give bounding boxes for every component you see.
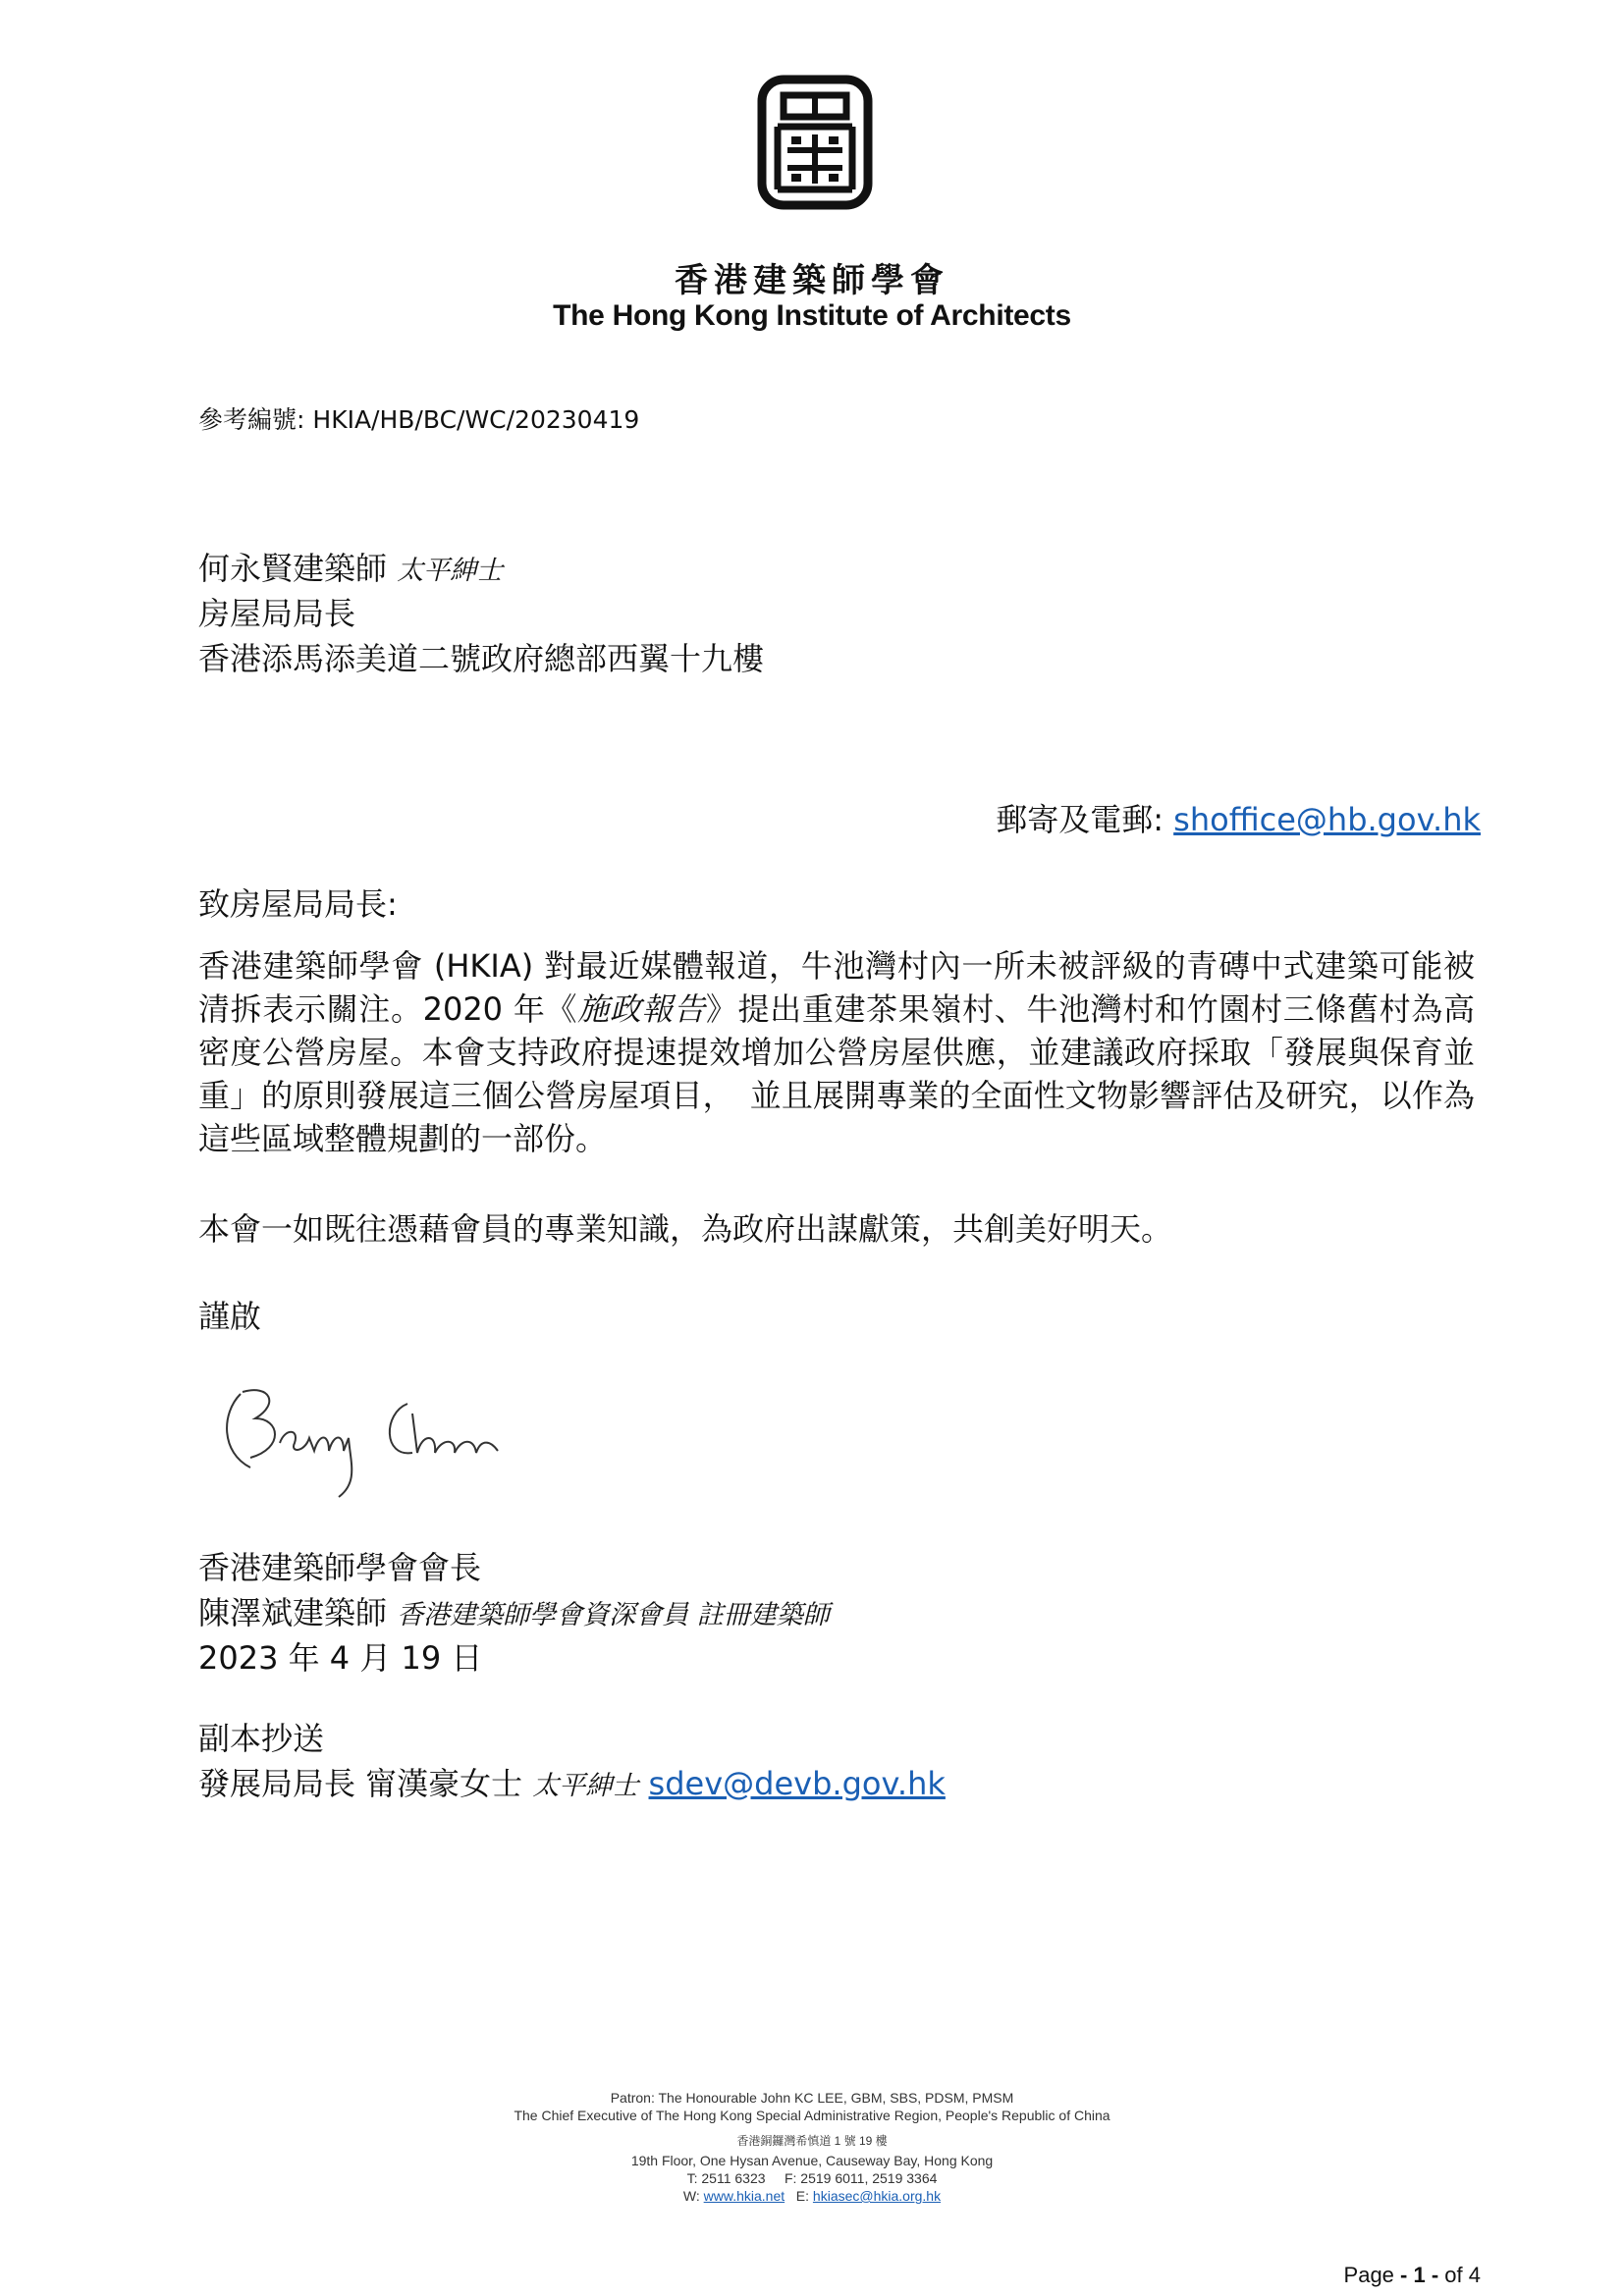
sender-credentials: 香港建築師學會資深會員 註冊建築師 (397, 1600, 830, 1630)
sender-name-line (198, 1588, 830, 1633)
sender-date: 2023 年 4 月 19 日 (198, 1639, 483, 1677)
footer-patron-title: The Chief Executive of The Hong Kong Special Administrative Region, People's Republic of China (514, 2108, 1110, 2123)
sender-title: 香港建築師學會會長 (198, 1549, 482, 1586)
reference-number (198, 400, 639, 436)
signature (211, 1374, 506, 1502)
footer-email-label: E: (795, 2188, 810, 2204)
hkia-logo (756, 74, 874, 211)
delivery-email-link[interactable]: shoffice@hb.gov.hk (1173, 801, 1481, 838)
recipient-name-line (198, 546, 503, 594)
para1-italic: 施政報告 (577, 990, 706, 1028)
recipient-address: 香港添馬添美道二號政府總部西翼十九樓 (198, 640, 765, 677)
salutation: 致房屋局局長: (198, 885, 398, 923)
footer-patron: Patron: The Honourable John KC LEE, GBM, SBS, PDSM, PMSM (610, 2090, 1014, 2106)
footer-phone: T: 2511 6323 (686, 2170, 766, 2186)
footer-address-zh: 香港銅鑼灣希慎道 1 號 19 樓 (736, 2134, 888, 2148)
hkia-seal-icon (756, 74, 874, 211)
footer-fax: F: 2519 6011, 2519 3364 (784, 2170, 938, 2186)
reference-value: HKIA/HB/BC/WC/20230419 (312, 405, 640, 434)
org-name-en: The Hong Kong Institute of Architects (553, 299, 1071, 332)
body-paragraph-1 (198, 944, 1475, 1160)
para1-part-a: 香港建築師學會 (HKIA) 對最近媒體報道，牛池灣村內一所未被評級的青磚中式建築可能被清拆表示關注。2020 年《 (198, 947, 1475, 1028)
page-prefix: Page (1343, 2263, 1394, 2287)
org-name-zh: 香港建築師學會 (675, 261, 949, 300)
recipient-title: 房屋局局長 (198, 595, 356, 632)
recipient-name: 何永賢建築師 (198, 550, 388, 587)
signature-drawing (211, 1374, 506, 1502)
page-suffix: of 4 (1444, 2263, 1481, 2287)
sender-name: 陳澤斌建築師 (198, 1594, 388, 1631)
page-number (1344, 2263, 1481, 2288)
delivery-label: 郵寄及電郵: (996, 801, 1164, 838)
recipient-honor: 太平紳士 (397, 556, 504, 586)
cc-label: 副本抄送 (198, 1720, 325, 1757)
footer-address-en: 19th Floor, One Hysan Avenue, Causeway Bay, Hong Kong (630, 2153, 994, 2168)
cc-email-link[interactable]: sdev@devb.gov.hk (648, 1765, 946, 1802)
footer-web-link[interactable]: www.hkia.net (703, 2188, 785, 2204)
footer-contact (0, 2169, 1624, 2187)
closing: 謹啟 (198, 1298, 262, 1335)
cc-person: 發展局局長 甯漢豪女士 (198, 1765, 523, 1802)
footer-web-label: W: (682, 2188, 700, 2204)
reference-label: 參考編號: (198, 405, 305, 434)
footer-web-email (0, 2187, 1624, 2205)
delivery-line (996, 795, 1481, 840)
cc-honor: 太平紳士 (532, 1771, 639, 1801)
footer-email-link[interactable]: hkiasec@hkia.org.hk (812, 2188, 942, 2204)
para1-part-b: 》提出重建茶果嶺村、牛池灣村和竹園村三條舊村為高密度公營房屋。本會支持政府提速提效增加公營房屋供應，並建議政府採取「發展與保育並重」的原則發展這三個公營房屋項目， 並且展開專業的全面性文物影響評估及研究，以作為這些區域整體規劃的一部份。 (198, 990, 1475, 1157)
cc-line (198, 1759, 946, 1804)
body-paragraph-2: 本會一如既往憑藉會員的專業知識，為政府出謀獻策，共創美好明天。 (198, 1210, 1173, 1248)
page-current: - 1 - (1400, 2263, 1439, 2287)
